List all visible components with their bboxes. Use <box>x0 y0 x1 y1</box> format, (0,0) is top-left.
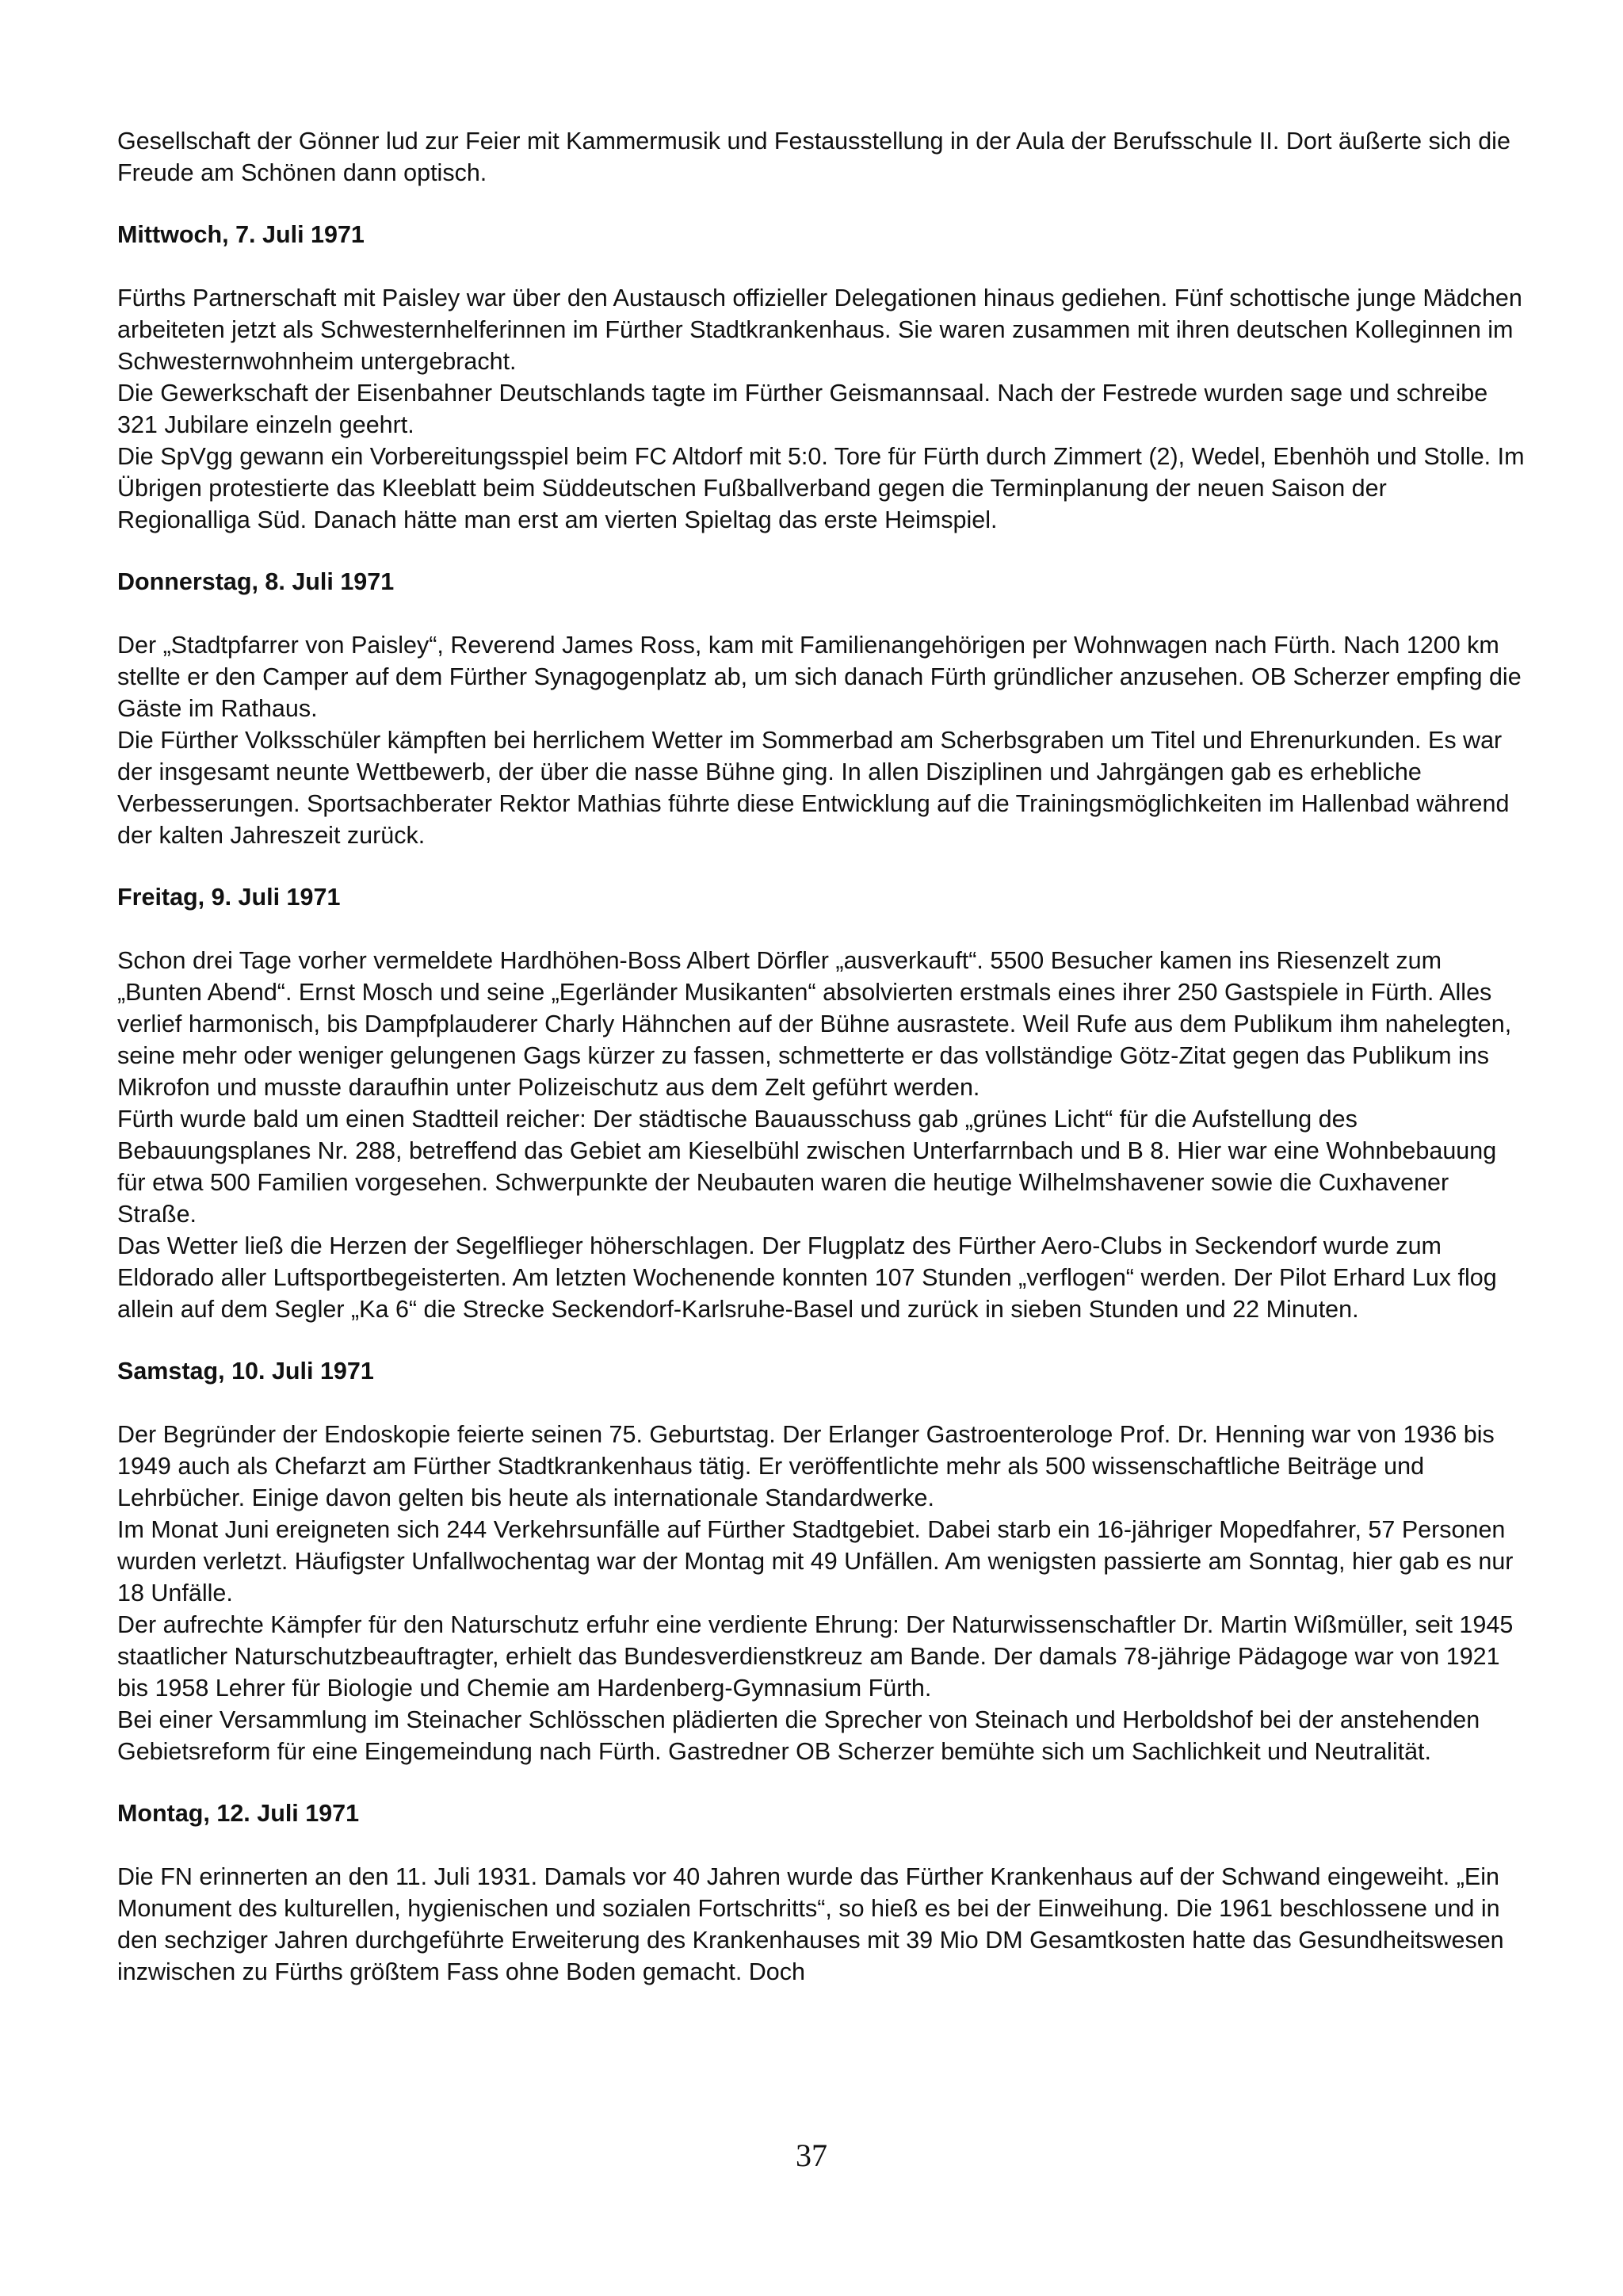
paragraph: Die Fürther Volksschüler kämpften bei herrlichem Wetter im Sommerbad am Scherbsgraben um Titel und Ehrenurkunden. Es war der insgesamt neunte Wettbewerb, der über die nasse Bühne ging. In allen Disziplinen und Jahrgängen gab es erhebliche Verbesserungen. Sportsachberater Rektor Mathias führte diese Entwicklung auf die Trainingsmöglichkeiten im Hallenbad während der kalten Jahreszeit zurück. <box>117 727 1510 849</box>
paragraph: Der Begründer der Endoskopie feierte seinen 75. Geburtstag. Der Erlanger Gastroenterologe Prof. Dr. Henning war von 1936 bis 1949 auch als Chefarzt am Fürther Stadtkrankenhaus tätig. Er veröffentlichte mehr als 500 wissenschaftliche Beiträge und Lehrbücher. Einige davon gelten bis heute als internationale Standardwerke. <box>117 1421 1495 1511</box>
paragraph: Schon drei Tage vorher vermeldete Hardhöhen-Boss Albert Dörfler „ausverkauft“. 5500 Besucher kamen ins Riesenzelt zum „Bunten Abend“. Ernst Mosch und seine „Egerländer Musikanten“ absolvierten erstmals eines ihrer 250 Gastspiele in Fürth. Alles verlief harmonisch, bis Dampfplauderer Charly Hähnchen auf der Bühne ausrastete. Weil Rufe aus dem Publikum ihm nahelegten, seine mehr oder weniger gelungenen Gags kürzer zu fassen, schmetterte er das vollständige Götz-Zitat gegen das Publikum ins Mikrofon und musste daraufhin unter Polizeischutz aus dem Zelt geführt werden. <box>117 947 1512 1101</box>
paragraph: Fürth wurde bald um einen Stadtteil reicher: Der städtische Bauausschuss gab „grünes Licht“ für die Aufstellung des Bebauungsplanes Nr. 288, betreffend das Gebiet am Kieselbühl zwischen Unterfarrnbach und B 8. Hier war eine Wohnbebauung für etwa 500 Familien vorgesehen. Schwerpunkte der Neubauten waren die heutige Wilhelmshavener sowie die Cuxhavener Straße. <box>117 1106 1497 1228</box>
paragraph: Der aufrechte Kämpfer für den Naturschutz erfuhr eine verdiente Ehrung: Der Naturwissenschaftler Dr. Martin Wißmüller, seit 1945 staatlicher Naturschutzbeauftragter, erhielt das Bundesverdienstkreuz am Bande. Der damals 78-jährige Pädagoge war von 1921 bis 1958 Lehrer für Biologie und Chemie am Hardenberg-Gymnasium Fürth. <box>117 1611 1514 1702</box>
paragraph: Bei einer Versammlung im Steinacher Schlösschen plädierten die Sprecher von Steinach und Herboldshof bei der anstehenden Gebietsreform für eine Eingemeindung nach Fürth. Gastredner OB Scherzer bemühte sich um Sachlichkeit und Neutralität. <box>117 1706 1480 1765</box>
section-wednesday <box>117 219 1526 536</box>
section-heading: Samstag, 10. Juli 1971 <box>117 1358 374 1385</box>
paragraph: Die Gewerkschaft der Eisenbahner Deutschlands tagte im Fürther Geismannsaal. Nach der Festrede wurden sage und schreibe 321 Jubilare einzeln geehrt. <box>117 380 1488 438</box>
section-heading: Montag, 12. Juli 1971 <box>117 1800 360 1827</box>
paragraph: Fürths Partnerschaft mit Paisley war über den Austausch offizieller Delegationen hinaus gediehen. Fünf schottische junge Mädchen arbeiteten jetzt als Schwesternhelferinnen im Fürther Stadtkrankenhaus. Sie waren zusammen mit ihren deutschen Kolleginnen im Schwesternwohnheim untergebracht. <box>117 285 1522 375</box>
paragraph: Das Wetter ließ die Herzen der Segelflieger höherschlagen. Der Flugplatz des Fürther Aero-Clubs in Seckendorf wurde zum Eldorado aller Luftsportbegeisterten. Am letzten Wochenende konnten 107 Stunden „verflogen“ werden. Der Pilot Erhard Lux flog allein auf dem Segler „Ka 6“ die Strecke Seckendorf-Karlsruhe-Basel und zurück in sieben Stunden und 22 Minuten. <box>117 1232 1497 1323</box>
section-thursday <box>117 566 1526 851</box>
paragraph: Der „Stadtpfarrer von Paisley“, Reverend James Ross, kam mit Familienangehörigen per Wohnwagen nach Fürth. Nach 1200 km stellte er den Camper auf dem Fürther Synagogenplatz ab, um sich danach Fürth gründlicher anzusehen. OB Scherzer empfing die Gäste im Rathaus. <box>117 632 1522 722</box>
section-heading: Donnerstag, 8. Juli 1971 <box>117 568 395 595</box>
section-saturday <box>117 1355 1526 1767</box>
intro-section <box>117 125 1526 189</box>
section-friday <box>117 881 1526 1325</box>
intro-paragraph: Gesellschaft der Gönner lud zur Feier mit Kammermusik und Festausstellung in der Aula der Berufsschule II. Dort äußerte sich die Freude am Schönen dann optisch. <box>117 128 1510 186</box>
section-heading: Freitag, 9. Juli 1971 <box>117 884 341 911</box>
page-number: 37 <box>796 2137 827 2173</box>
section-monday <box>117 1797 1526 1988</box>
paragraph: Die FN erinnerten an den 11. Juli 1931. Damals vor 40 Jahren wurde das Fürther Krankenhaus auf der Schwand eingeweiht. „Ein Monument des kulturellen, hygienischen und sozialen Fortschritts“, so hieß es bei der Einweihung. Die 1961 beschlossene und in den sechziger Jahren durchgeführte Erweiterung des Krankenhauses mit 39 Mio DM Gesamtkosten hatte das Gesundheitswesen inzwischen zu Fürths größtem Fass ohne Boden gemacht. Doch <box>117 1863 1504 1985</box>
paragraph: Die SpVgg gewann ein Vorbereitungsspiel beim FC Altdorf mit 5:0. Tore für Fürth durch Zimmert (2), Wedel, Ebenhöh und Stolle. Im Übrigen protestierte das Kleeblatt beim Süddeutschen Fußballverband gegen die Terminplanung der neuen Saison der Regionalliga Süd. Danach hätte man erst am vierten Spieltag das erste Heimspiel. <box>117 443 1525 533</box>
document-page <box>117 125 1526 1988</box>
paragraph: Im Monat Juni ereigneten sich 244 Verkehrsunfälle auf Fürther Stadtgebiet. Dabei starb ein 16-jähriger Mopedfahrer, 57 Personen wurden verletzt. Häufigster Unfallwochentag war der Montag mit 49 Unfällen. Am wenigsten passierte am Sonntag, hier gab es nur 18 Unfälle. <box>117 1516 1514 1606</box>
section-heading: Mittwoch, 7. Juli 1971 <box>117 221 365 248</box>
